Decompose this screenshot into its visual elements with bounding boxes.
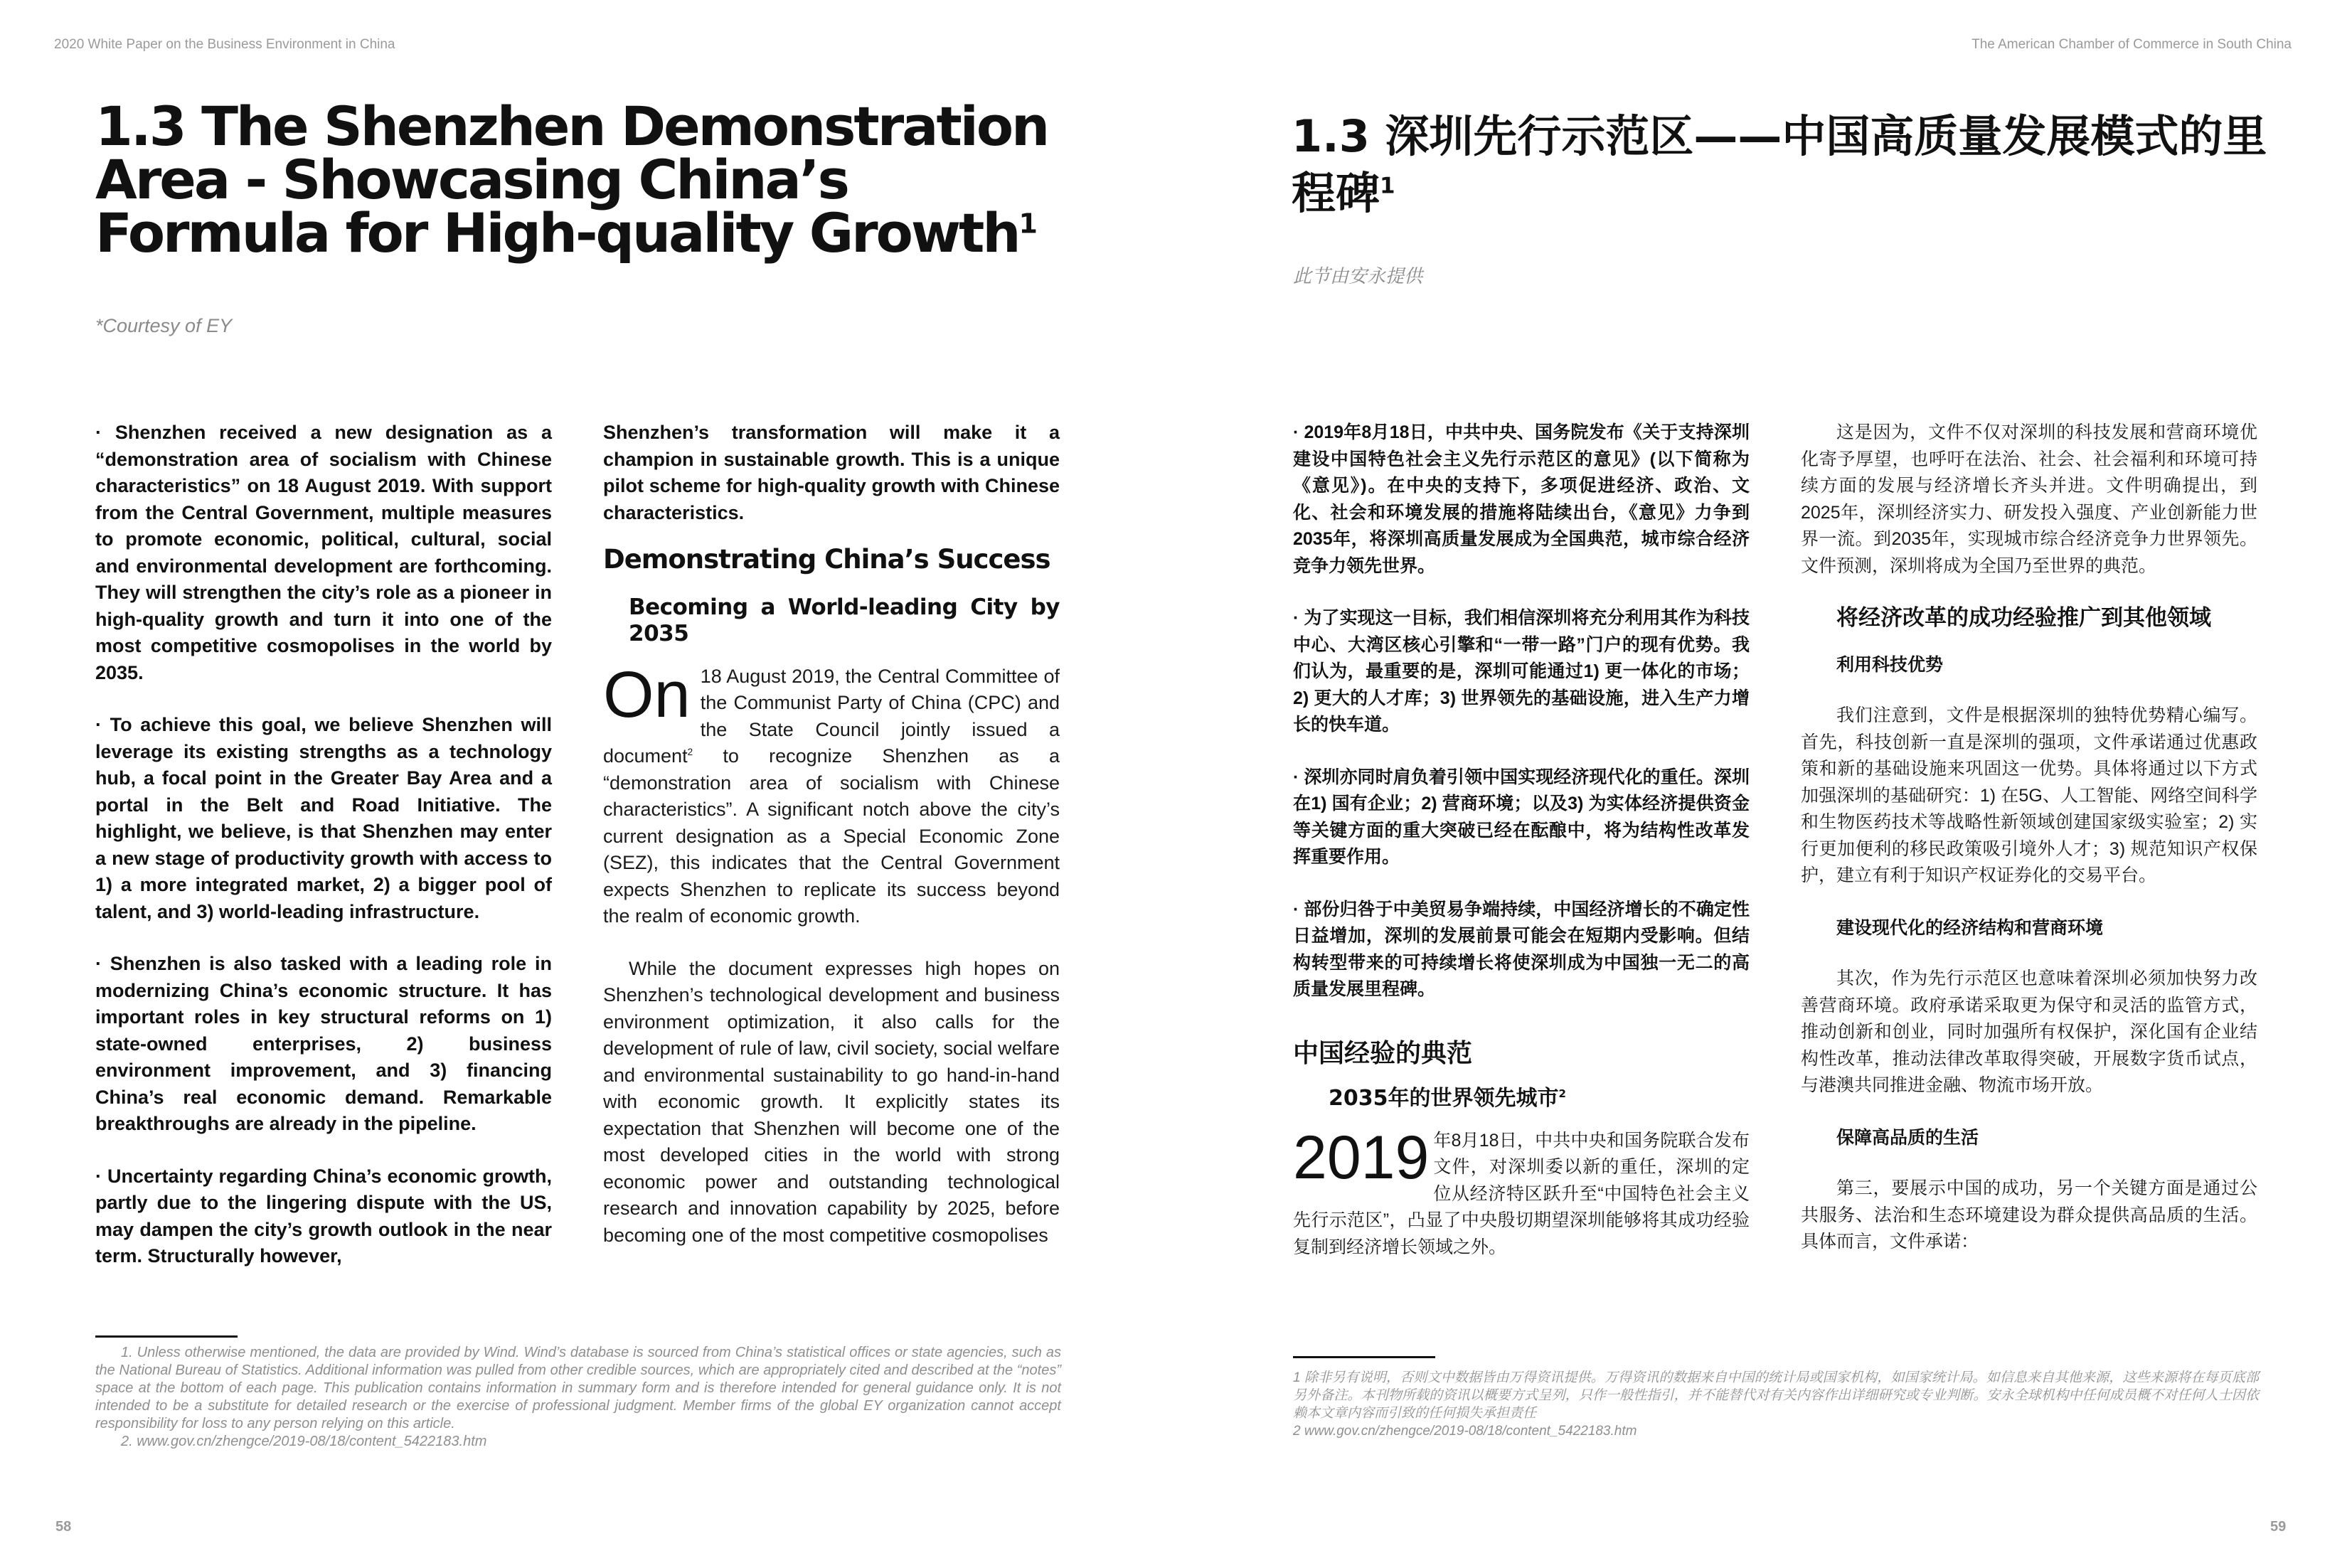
footnote: 2. www.gov.cn/zhengce/2019-08/18/content_5422183.htm — [121, 1434, 487, 1449]
title-text: 1.3 The Shenzhen Demonstration Area - Showcasing China’s Formula for High-quality Growth — [95, 95, 1048, 265]
running-head-left: 2020 White Paper on the Business Environment in China — [54, 37, 395, 52]
footnote-ref: 2 — [1558, 1087, 1566, 1100]
column-left-2 — [603, 420, 1060, 1274]
body-paragraph — [603, 658, 1060, 930]
summary-bullet: · 部份归咎于中美贸易争端持续，中国经济增长的不确定性日益增加，深圳的发展前景可能会在短期内受影响。但结构转型带来的可持续增长将使深圳成为中国独一无二的高质量发展里程碑。 — [1293, 899, 1750, 999]
body-paragraph: 其次，作为先行示范区也意味着深圳必须加快努力改善营商环境。政府承诺采取更为保守和灵活的监管方式，推动创新和创业，同时加强所有权保护，深化国有企业结构性改革，推动法律改革取得突破，开展数字货币试点，与港澳共同推进金融、物流市场开放。 — [1801, 969, 2257, 1095]
subsection-heading: Becoming a World-leading City by 2035 — [629, 594, 1060, 646]
column-right-1 — [1293, 420, 1750, 1286]
section-heading: 将经济改革的成功经验推广到其他领域 — [1836, 605, 2211, 631]
courtesy-note: 此节由安永提供 — [1293, 265, 1423, 287]
footnote-divider — [1293, 1356, 1435, 1358]
subsection-heading: 保障高品质的生活 — [1836, 1127, 1979, 1148]
subsection-heading: 建设现代化的经济结构和营商环境 — [1836, 917, 2104, 938]
body-paragraph: 我们注意到，文件是根据深圳的独特优势精心编写。首先，科技创新一直是深圳的强项，文件承诺通过优惠政策和新的基础设施来巩固这一优势。具体将通过以下方式加强深圳的基础研究：1) 在5G、人工智能、网络空间科学和生物医药技术等战略性新领域创建国家级实验室；2) 实行更加便利的移民政策吸引境外人才；3) 规范知识产权保护，建立有利于知识产权证券化的交易平台。 — [1801, 705, 2257, 885]
title-footnote-ref: 1 — [1380, 173, 1395, 199]
courtesy-note: *Courtesy of EY — [95, 315, 233, 336]
column-right-2 — [1801, 420, 2257, 1281]
footnote-divider — [95, 1335, 238, 1338]
summary-bullet: · 为了实现这一目标，我们相信深圳将充分利用其作为科技中心、大湾区核心引擎和“一带一路”门户的现有优势。我们认为，最重要的是，深圳可能通过1) 更一体化的市场；2) 更大的人才库；3) 世界领先的基础设施，进入生产力增长的快车道。 — [1293, 608, 1750, 735]
paragraph-text: 年8月18日，中共中央和国务院联合发布文件，对深圳委以新的重任，深圳的定位从经济特区跃升至“中国特色社会主义先行示范区”，凸显了中央殷切期望深圳能够将其成功经验复制到经济增长领域之外。 — [1293, 1130, 1750, 1257]
body-paragraph: While the document expresses high hopes on Shenzhen’s technological development and business environment optimization, it also calls for the development of rule of law, civil society, social welfare and environmental sustainability to go hand-in-hand with economic growth. It explicitly states its expectation that Shenzhen will become one of the most developed cities in the world with strong economic power and outstanding technological research and innovation capability by 2025, before becoming one of the most competitive cosmopolises — [603, 957, 1060, 1246]
footnote: 1. Unless otherwise mentioned, the data are provided by Wind. Wind’s database is sourced from China’s statistical offices or state agencies, such as the National Bureau of Statistics. Additional information was pulled from other credible sources, which are appropriately cited and described at the “notes” space at the bottom of each page. This publication contains information in summary form and is therefore intended for general guidance only. It is not intended to be a substitute for detailed research or the exercise of professional judgment. Member firms of the global EY organization cannot accept responsibility for loss to any person relying on this article. — [95, 1345, 1061, 1431]
paragraph-text: to recognize Shenzhen as a “demonstration area of socialism with Chinese characteristics”. A significant notch above the city’s current designation as a Special Economic Zone (SEZ), this indicates that the Central Government expects Shenzhen to replicate its success beyond the realm of economic growth. — [603, 745, 1060, 927]
running-head-right: The American Chamber of Commerce in South China — [1971, 37, 2292, 52]
section-heading: 中国经验的典范 — [1293, 1038, 1473, 1068]
footnotes-left — [95, 1344, 1061, 1451]
body-paragraph: 这是因为，文件不仅对深圳的科技发展和营商环境优化寄予厚望，也呼吁在法治、社会、社会福利和环境可持续方面的发展与经济增长齐头并进。文件明确提出，到2025年，深圳经济实力、研发投入强度、产业创新能力世界一流。到2035年，实现城市综合经济竞争力世界领先。文件预测，深圳将成为全国乃至世界的典范。 — [1801, 422, 2257, 576]
subsection-heading: 利用科技优势 — [1836, 654, 1944, 675]
body-paragraph: 第三，要展示中国的成功，另一个关键方面是通过公共服务、法治和生态环境建设为群众提供高品质的生活。具体而言，文件承诺： — [1801, 1178, 2257, 1252]
footnote: 1 除非另有说明，否则文中数据皆由万得资讯提供。万得资讯的数据来自中国的统计局或国家机构，如国家统计局。如信息来自其他来源，这些来源将在每页底部另外备注。本刊物所载的资讯以概要方式呈列，只作一般性指引，并不能替代对有关内容作出详细研究或专业判断。安永全球机构中任何成员概不对任何人士因依赖本文章内容而引致的任何损失承担责任 — [1293, 1370, 2259, 1421]
footnotes-right — [1293, 1369, 2259, 1440]
summary-bullet: · Uncertainty regarding China’s economic growth, partly due to the lingering dispute with the US, may dampen the city’s growth outlook in the near term. Structurally however, — [95, 1165, 552, 1266]
heading-text: 2035年的世界领先城市 — [1329, 1086, 1559, 1111]
page-title-zh — [1292, 108, 2302, 222]
paragraph-text: 18 August 2019, the Central Committee of the Communist Party of China (CPC) and the State Council jointly issued a document — [603, 665, 1060, 767]
footnote-ref: 2 — [687, 747, 693, 757]
page-number-right: 59 — [2270, 1519, 2287, 1535]
title-footnote-ref: 1 — [1018, 208, 1036, 240]
page-title-en — [95, 95, 1077, 265]
summary-bullet: · Shenzhen is also tasked with a leading role in modernizing China’s economic structure. It has important roles in key structural reforms on 1) state-owned enterprises, 2) business environment improvement, and 3) financing China’s real economic demand. Remarkable breakthroughs are already in the pipeline. — [95, 953, 552, 1134]
page-number-left: 58 — [55, 1519, 72, 1535]
body-paragraph — [1293, 1123, 1750, 1262]
summary-bullet: · Shenzhen received a new designation as a “demonstration area of socialism with Chinese characteristics” on 18 August 2019. With support from the Central Government, multiple measures to promote economic, political, cultural, social and environmental development are forthcoming. They will strengthen the city’s role as a pioneer in high-quality growth and turn it into one of the most competitive cosmopolises in the world by 2035. — [95, 422, 552, 683]
drop-cap: On — [603, 658, 691, 731]
summary-bullet: · 2019年8月18日，中共中央、国务院发布《关于支持深圳建设中国特色社会主义先行示范区的意见》(以下简称为《意见》)。在中央的支持下，多项促进经济、政治、文化、社会和环境发展的措施将陆续出台，《意见》力争到2035年，将深圳高质量发展成为全国典范，城市综合经济竞争力领先世界。 — [1293, 422, 1750, 576]
drop-cap: 2019 — [1293, 1123, 1430, 1192]
summary-bullet: · 深圳亦同时肩负着引领中国实现经济现代化的重任。深圳在1) 国有企业；2) 营商环境；以及3) 为实体经济提供资金等关键方面的重大突破已经在酝酿中，将为结构性改革发挥重要作用。 — [1293, 767, 1750, 867]
summary-bullet-continued: Shenzhen’s transformation will make it a champion in sustainable growth. This is a unique pilot scheme for high-quality growth with Chinese characteristics. — [603, 422, 1060, 523]
footnote: 2 www.gov.cn/zhengce/2019-08/18/content_5422183.htm — [1293, 1424, 1637, 1439]
summary-bullet: · To achieve this goal, we believe Shenzhen will leverage its existing strengths as a technology hub, a focal point in the Greater Bay Area and a portal in the Belt and Road Initiative. The highlight, we believe, is that Shenzhen may enter a new stage of productivity growth with access to 1) a more integrated market, 2) a bigger pool of talent, and 3) world-leading infrastructure. — [95, 714, 552, 922]
title-text: 1.3 深圳先行示范区——中国高质量发展模式的里程碑 — [1292, 110, 2267, 219]
column-left-1 — [95, 420, 552, 1296]
section-heading: Demonstrating China’s Success — [603, 544, 1050, 575]
subsection-heading — [1329, 1085, 1750, 1112]
